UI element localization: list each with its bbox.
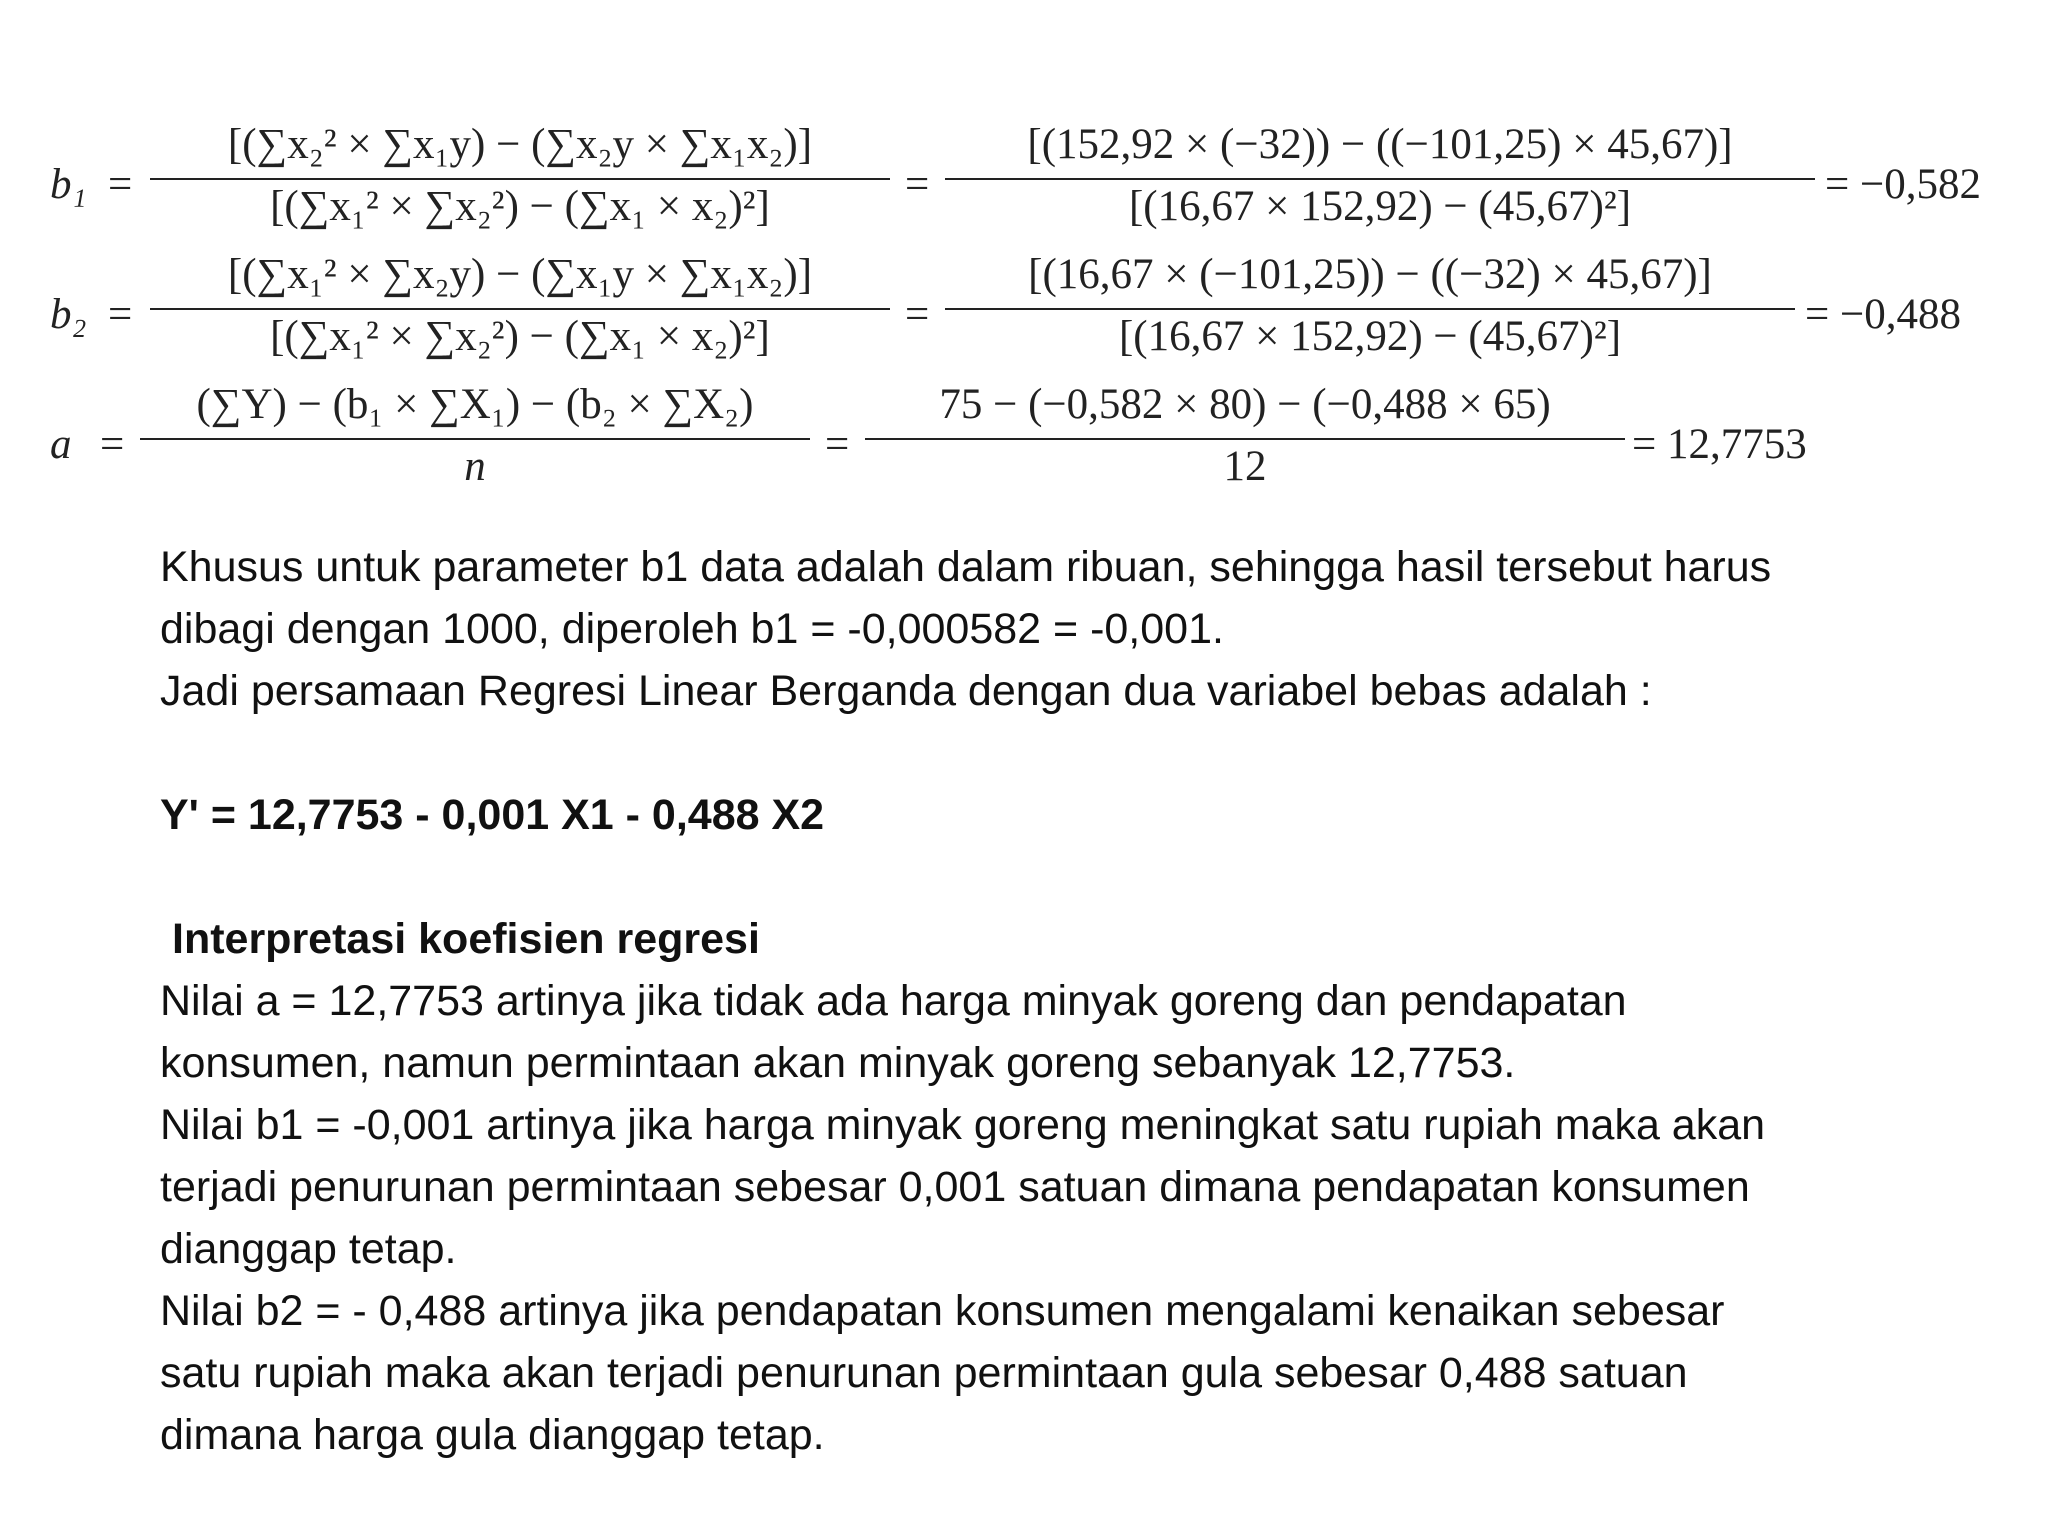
regression-equation: Y' = 12,7753 - 0,001 X1 - 0,488 X2 — [160, 791, 825, 839]
a-formula-numerator: (∑Y) − (b₁ × ∑X₁) − (b₂ × ∑X₂) — [196, 381, 754, 428]
note-line-1: Khusus untuk parameter b1 data adalah dalam ribuan, sehingga hasil tersebut harus — [160, 543, 1772, 591]
b2-value-numerator: [(16,67 × (−101,25)) − ((−32) × 45,67)] — [1028, 251, 1712, 298]
b2-formula-denominator: [(∑x₁² × ∑x₂²) − (∑x₁ × x₂)²] — [270, 313, 770, 360]
a-result: = 12,7753 — [1632, 421, 1807, 468]
b2-interpretation-line-3: dimana harga gula dianggap tetap. — [160, 1411, 825, 1459]
b1-interpretation-line-1: Nilai b1 = -0,001 artinya jika harga minyak goreng meningkat satu rupiah maka akan — [160, 1101, 1766, 1149]
b1-result: = −0,582 — [1825, 161, 1982, 208]
b2-value-bar — [945, 308, 1795, 310]
b1-value-numerator: [(152,92 × (−32)) − ((−101,25) × 45,67)] — [1027, 121, 1733, 168]
a-formula-fraction — [140, 380, 810, 505]
b2-result: = −0,488 — [1805, 291, 1962, 338]
b1-symbol: b₁ — [50, 161, 87, 208]
b2-symbol: b₂ — [50, 291, 87, 338]
b1-interpretation-line-2: terjadi penurunan permintaan sebesar 0,001 satuan dimana pendapatan konsumen — [160, 1163, 1750, 1211]
spacer — [160, 846, 2020, 908]
b1-formula-denominator: [(∑x₁² × ∑x₂²) − (∑x₁ × x₂)²] — [270, 183, 770, 230]
intro-line: Jadi persamaan Regresi Linear Berganda dengan dua variabel bebas adalah : — [160, 667, 1652, 715]
note-line-2: dibagi dengan 1000, diperoleh b1 = -0,000582 = -0,001. — [160, 605, 1224, 653]
a-value-numerator: 75 − (−0,582 × 80) − (−0,488 × 65) — [939, 381, 1551, 428]
b1-interpretation-line-3: dianggap tetap. — [160, 1225, 457, 1273]
formula-b1 — [0, 120, 2048, 245]
b2-formula-numerator: [(∑x₁² × ∑x₂y) − (∑x₁y × ∑x₁x₂)] — [227, 251, 813, 298]
b2-value-denominator: [(16,67 × 152,92) − (45,67)²] — [1118, 313, 1622, 360]
b1-equals-2: = — [905, 161, 930, 208]
b2-formula-bar — [150, 308, 890, 310]
a-equals-2: = — [825, 421, 850, 468]
b2-formula-fraction — [150, 250, 890, 375]
formula-a — [0, 380, 2048, 505]
b2-equals-2: = — [905, 291, 930, 338]
b1-equals: = — [108, 161, 133, 208]
b2-value-fraction — [945, 250, 1795, 375]
b1-value-bar — [945, 178, 1815, 180]
a-interpretation-line-1: Nilai a = 12,7753 artinya jika tidak ada harga minyak goreng dan pendapatan — [160, 977, 1627, 1025]
a-formula-bar — [140, 438, 810, 440]
a-value-denominator: 12 — [1223, 443, 1267, 490]
a-interpretation-line-2: konsumen, namun permintaan akan minyak goreng sebanyak 12,7753. — [160, 1039, 1516, 1087]
b2-equals: = — [108, 291, 133, 338]
a-equals: = — [100, 421, 125, 468]
a-value-fraction — [865, 380, 1625, 505]
b1-value-denominator: [(16,67 × 152,92) − (45,67)²] — [1128, 183, 1632, 230]
interpretation-heading: Interpretasi koefisien regresi — [172, 915, 760, 963]
formula-b2 — [0, 250, 2048, 375]
a-value-bar — [865, 438, 1625, 440]
spacer — [160, 722, 2020, 784]
b2-interpretation-line-2: satu rupiah maka akan terjadi penurunan permintaan gula sebesar 0,488 satuan — [160, 1349, 1688, 1397]
b1-value-fraction — [945, 120, 1815, 245]
formula-block — [0, 120, 2048, 510]
a-symbol: a — [50, 421, 72, 468]
b1-formula-numerator: [(∑x₂² × ∑x₁y) − (∑x₂y × ∑x₁x₂)] — [227, 121, 813, 168]
b2-interpretation-line-1: Nilai b2 = - 0,488 artinya jika pendapatan konsumen mengalami kenaikan sebesar — [160, 1287, 1725, 1335]
a-formula-denominator: n — [464, 443, 486, 490]
b1-formula-bar — [150, 178, 890, 180]
explanation-text — [160, 536, 2020, 1466]
b1-formula-fraction — [150, 120, 890, 245]
